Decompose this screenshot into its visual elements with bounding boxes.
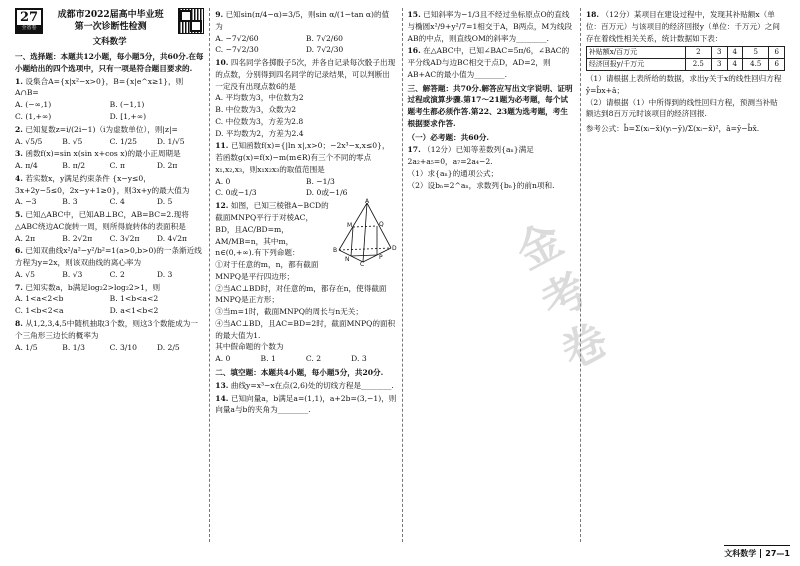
question-14 <box>215 393 396 417</box>
question-stem: 已知双曲线x²/a²−y²/b²=1(a>0,b>0)的一条渐近线方程为y=2x，则该双曲线的离心率为 <box>15 246 202 268</box>
badge-number: 27 <box>19 10 39 25</box>
question-number: 10. <box>215 58 229 68</box>
part-2: （2）设bₙ=2^aₙ，求数列{bₙ}的前n项和. <box>407 180 555 190</box>
question-5 <box>15 209 204 244</box>
table-row <box>586 59 784 71</box>
question-number: 9. <box>215 10 224 19</box>
table-cell: 2.5 <box>685 59 711 71</box>
question-number: 3. <box>15 149 23 159</box>
title-line-2: 第一次诊断性检测 <box>74 22 147 32</box>
question-6 <box>15 245 204 280</box>
option-d: D. a<1<b<2 <box>109 306 159 316</box>
question-stem: 设集合A={x|x²−x>0}，B={x|e^x≥1}，则A∩B= <box>15 76 184 98</box>
badge-label: 全省卷 <box>17 25 41 32</box>
option-a: A. π/4 <box>15 161 38 171</box>
option-c: C. 3√2π <box>109 233 140 243</box>
question-number: 6. <box>15 246 23 256</box>
table-cell: 4.5 <box>743 59 769 71</box>
option-a: A. 2π <box>15 233 36 243</box>
question-number: 16. <box>407 46 421 56</box>
question-15 <box>408 9 575 44</box>
question-stem: 已知实数a，b满足log₂2>log₂2>1，则 <box>25 282 161 292</box>
statement-4: ④当AC⊥BD，且AC=BD=2时，截面MNPQ的面积的最大值为1. <box>215 318 396 340</box>
option-a: A. 0 <box>215 176 231 186</box>
option-b: B. 1<b<a<2 <box>109 294 159 304</box>
paper-header <box>15 8 204 34</box>
table-cell: 5 <box>743 47 769 59</box>
data-table <box>586 46 785 71</box>
section-fill: 二、填空题：本题共4小题，每小题5分，共20分. <box>215 367 384 377</box>
tetrahedron-figure <box>332 198 397 269</box>
option-d: D. 3 <box>156 269 173 279</box>
question-number: 15. <box>407 10 421 19</box>
table-cell: 3 <box>712 59 728 71</box>
question-number: 5. <box>15 210 23 220</box>
option-b: B. √3 <box>62 269 83 279</box>
options <box>15 196 204 208</box>
option-d: D. 7√2/30 <box>305 45 344 55</box>
option-a: A. −3 <box>15 197 37 207</box>
question-number: 14. <box>215 393 229 403</box>
question-1 <box>15 76 204 123</box>
option-c: C. 4 <box>109 197 125 207</box>
option-c: C. 2 <box>305 354 322 364</box>
options <box>215 353 396 365</box>
question-17 <box>408 144 575 191</box>
options <box>15 269 204 281</box>
column-1 <box>10 8 209 542</box>
section-choice: 一、选择题：本题共12小题，每小题5分，共60分.在每小题给出的四个选项中，只有一项是符合题目要求的. <box>15 52 204 73</box>
option-a: A. 0 <box>215 354 231 364</box>
svg-text:B: B <box>332 247 337 255</box>
question-8 <box>15 318 204 353</box>
option-d: D. 2/5 <box>156 342 180 352</box>
option-c: C. π <box>109 161 125 171</box>
question-number: 1. <box>15 76 23 86</box>
title-line-1: 成都市2022届高中毕业班 <box>57 9 164 20</box>
option-b: B. 1 <box>260 354 276 364</box>
option-d: D. 平均数为2，方差为2.4 <box>215 128 304 138</box>
option-c: C. (1,+∞) <box>15 112 52 121</box>
paper-title <box>47 9 174 33</box>
table-cell: 4 <box>727 47 743 59</box>
part-1: （1）求{aₙ}的通项公式； <box>407 168 499 178</box>
question-stem: 已知复数z=i/(2i−1)（i为虚数单位），则|z|= <box>25 124 178 134</box>
question-number: 7. <box>15 282 23 292</box>
svg-text:D: D <box>391 245 397 253</box>
question-stem: 函数f(x)=sin x(sin x+cos x)的最小正周期是 <box>25 149 181 159</box>
option-d: D. 0或−1/6 <box>305 188 348 198</box>
option-a: A. −7√2/60 <box>215 33 259 43</box>
question-9 <box>215 9 396 56</box>
option-b: B. (−1,1) <box>109 100 145 110</box>
question-stem: 已知斜率为−1/3且不经过坐标原点O的直线与椭圆x²/9+y²/7=1相交于A，B两点，M为线段AB的中点，则直线OM的斜率为________. <box>407 10 573 43</box>
option-c: C. 1<b<2<a <box>15 306 64 316</box>
table-header-y: 经济回报y/千万元 <box>586 59 685 71</box>
option-b: B. 3 <box>62 197 78 207</box>
statement-2: ②当AC⊥BD时，对任意的m，都存在n，使得截面MNPQ是正方形； <box>215 283 387 305</box>
reference-formula: 参考公式：b̂=Σ(xᵢ−x̄)(yᵢ−ȳ)/Σ(xᵢ−x̄)²，â=ȳ−b̂x̄. <box>585 124 760 134</box>
option-a: A. 平均数为3，中位数为2 <box>215 93 304 103</box>
question-ask: 其中假命题的个数为 <box>215 342 284 352</box>
svg-text:Q: Q <box>378 221 384 229</box>
option-a: A. 1<a<2<b <box>15 294 64 304</box>
svg-text:M: M <box>346 222 352 230</box>
table-cell: 6 <box>769 59 785 71</box>
question-stem: （12分）已知等差数列{aₙ}满足2a₂+a₅=0，a₇=2a₄−2. <box>407 145 534 167</box>
column-2 <box>210 8 401 542</box>
option-b: B. π/2 <box>62 161 86 171</box>
watermark-char-3: 卷 <box>552 313 616 380</box>
page-footer <box>724 545 790 560</box>
option-c: C. 2 <box>109 269 125 279</box>
option-b: B. 7√2/60 <box>305 33 343 43</box>
part-2: （2）请根据（1）中所得到的线性回归方程，预测当补贴额达到8百万元时该项目的经济回报. <box>585 97 778 119</box>
question-7 <box>15 282 204 317</box>
option-d: D. 2π <box>156 161 178 171</box>
options <box>215 92 396 139</box>
question-16 <box>408 45 575 80</box>
question-number: 4. <box>15 173 23 183</box>
options <box>15 293 204 317</box>
options <box>15 99 204 123</box>
question-number: 12. <box>215 201 229 211</box>
option-b: B. √5 <box>62 136 83 146</box>
option-b: B. 中位数为3，众数为2 <box>215 105 297 115</box>
svg-text:A: A <box>364 198 369 206</box>
option-b: B. 2√2π <box>62 233 93 243</box>
option-d: D. [1,+∞) <box>109 112 147 121</box>
subject-title: 文科数学 <box>92 37 127 47</box>
option-c: C. 0或−1/3 <box>215 188 257 198</box>
option-b: B. −1/3 <box>305 176 335 186</box>
table-cell: 6 <box>769 47 785 59</box>
question-number: 11. <box>215 141 229 151</box>
question-3 <box>15 148 204 172</box>
option-c: C. 1/25 <box>109 136 138 146</box>
question-11 <box>215 140 396 199</box>
question-4 <box>15 173 204 208</box>
footer-subject: 文科数学 <box>724 548 757 558</box>
option-a: A. (−∞,1) <box>15 100 52 110</box>
question-2 <box>15 124 204 148</box>
table-header-x: 补贴额x/百万元 <box>586 47 685 59</box>
option-c: C. 3/10 <box>109 342 138 352</box>
question-stem: （12分）某项目在建设过程中，发现其补贴额x（单位：百万元）与该项目的经济回报y（单位：千万元）之间存在着线性相关关系，统计数据如下表： <box>585 10 780 43</box>
qr-code-icon <box>178 8 204 34</box>
question-number: 17. <box>407 145 421 155</box>
question-number: 2. <box>15 124 23 134</box>
question-stem: 已知△ABC中，已知AB⊥BC，AB=BC=2.现将△ABC绕边AC旋转一周，则所得旋转体的表面积是 <box>15 210 189 231</box>
question-12 <box>215 200 396 365</box>
question-stem: 在△ABC中，已知∠BAC=5π/6，∠BAC的平分线AD与边BC相交于点D，AD=2，则AB+AC的最小值为________. <box>407 46 570 79</box>
question-number: 18. <box>585 10 600 19</box>
question-stem: 曲线y=x³−x在点(2,6)处的切线方程是________. <box>230 380 394 390</box>
options <box>215 33 396 57</box>
option-d: D. 5 <box>156 197 173 207</box>
options <box>15 233 204 245</box>
question-stem: 已知向量a，b满足a=(1,1)，a+2b=(3,−1)，则向量a与b的夹角为________. <box>215 393 397 415</box>
paper-number-badge <box>15 8 43 34</box>
option-d: D. 4√2π <box>156 233 188 243</box>
section-required: （一）必考题：共60分. <box>407 132 490 142</box>
option-d: D. 3 <box>351 354 367 364</box>
question-stem: 四名同学各掷骰子5次，并各自记录每次骰子出现的点数，分别得到四名同学的记录结果，可以判断出一定没有出现点数6的是 <box>215 58 396 91</box>
question-10 <box>215 57 396 139</box>
statement-1: ①对于任意的m，n，都有截面MNPQ是平行四边形； <box>215 260 319 281</box>
svg-text:P: P <box>378 254 383 262</box>
option-c: C. −7√2/30 <box>215 45 259 55</box>
column-container <box>10 8 790 542</box>
question-stem: 如图，已知三棱锥A−BCD的截面MNPQ平行于对棱AC，BD，且AC/BD=m，AM/MB=n，其中m，n∈(0,+∞).有下列命题： <box>215 201 329 258</box>
options <box>215 176 396 200</box>
footer-page-number: 27—1 <box>760 549 790 558</box>
table-cell: 3 <box>712 47 728 59</box>
question-stem: 从1,2,3,4,5中随机抽取3个数，则这3个数能成为一个三角形三边长的概率为 <box>15 319 198 340</box>
question-stem: 已知sin(π/4−α)=3/5，则sin α/(1−tan α)的值为 <box>215 10 390 31</box>
option-a: A. √5/5 <box>15 136 43 146</box>
question-stem: 已知函数f(x)={|ln x|,x>0；−2x³−x,x≤0}，若函数g(x)=f(x)−m(m∈R)有三个不同的零点x₁,x₂,x₃，则x₁x₂x₃的取值范围是 <box>215 141 390 174</box>
option-b: B. 1/3 <box>62 342 85 352</box>
watermark-char-1: 金 <box>507 213 571 280</box>
option-c: C. 中位数为3，方差为2.8 <box>215 116 304 126</box>
part-1: （1）请根据上表所给的数据，求出y关于x的线性回归方程ŷ=b̂x+â； <box>585 73 782 95</box>
section-solve: 三、解答题：共70分.解答应写出文字说明、证明过程或演算步骤.第17～21题为必考题，每个试题考生都必须作答.第22、23题为选考题，考生根据要求作答. <box>407 83 573 128</box>
question-13 <box>215 380 396 392</box>
column-4 <box>581 8 790 542</box>
svg-text:N: N <box>344 256 349 264</box>
watermark-char-2: 考 <box>532 263 596 330</box>
svg-text:C: C <box>359 261 364 269</box>
options <box>15 342 204 354</box>
table-row <box>586 47 784 59</box>
question-stem: 若实数x，y满足约束条件 {x−y≤0，3x+2y−5≤0，2x−y+1≥0}，则3x+y的最大值为 <box>15 173 190 195</box>
table-cell: 4 <box>727 59 743 71</box>
statement-3: ③当m=1时，截面MNPQ的周长与n无关； <box>215 307 363 317</box>
question-number: 8. <box>15 319 23 329</box>
option-d: D. 1/√5 <box>156 136 185 146</box>
table-cell: 2 <box>685 47 711 59</box>
options <box>15 136 204 148</box>
options <box>15 160 204 172</box>
question-number: 13. <box>215 380 229 390</box>
question-18 <box>586 9 785 135</box>
option-a: A. 1/5 <box>15 342 38 352</box>
option-a: A. √5 <box>15 269 35 279</box>
